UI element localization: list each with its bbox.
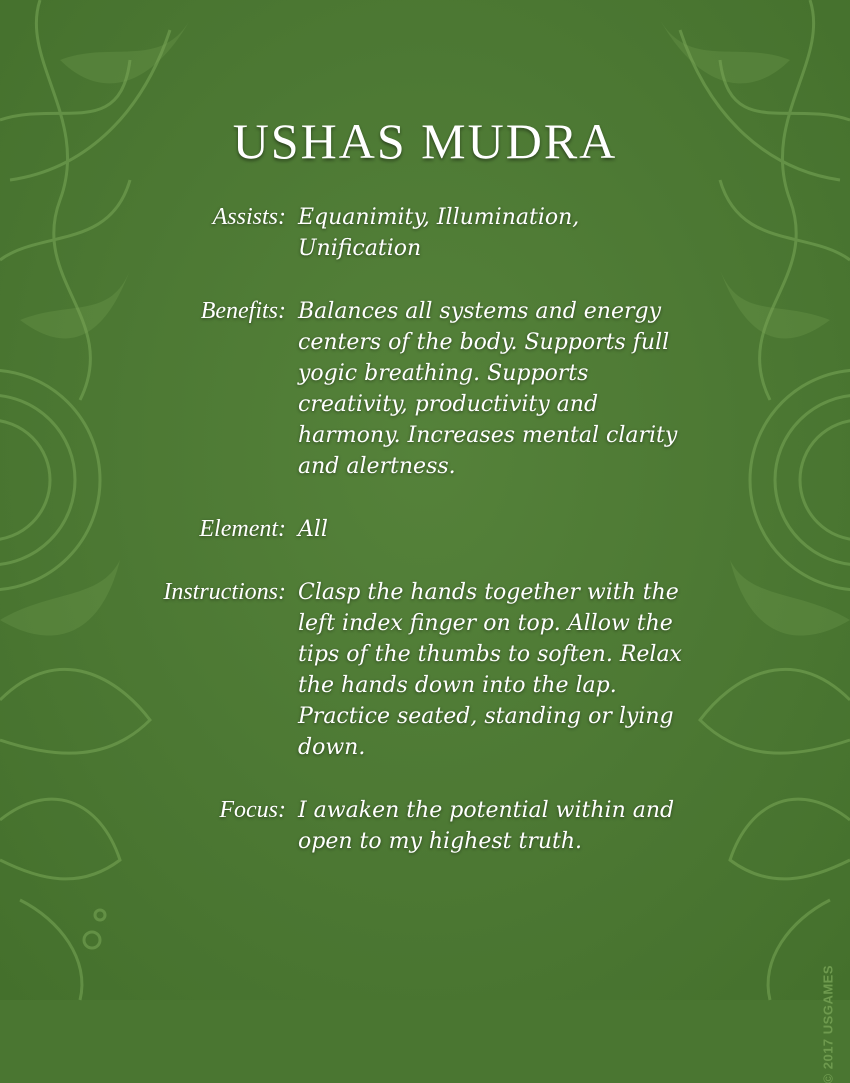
entry-instructions bbox=[0, 577, 850, 763]
card-title: USHAS MUDRA bbox=[232, 113, 618, 169]
entry-label: Assists: bbox=[212, 204, 286, 230]
entry-value: Balances all systems and energy centers of the body. Supports full yogic breathing. Supports creativity, productivity and harmony. Increases mental clarity and alertness. bbox=[298, 299, 678, 479]
entry-label: Focus: bbox=[219, 797, 286, 823]
entry-value: Equanimity, Illumination, Unification bbox=[298, 205, 580, 261]
entry-value: I awaken the potential within and open to my highest truth. bbox=[298, 798, 675, 854]
entry-label: Element: bbox=[199, 516, 286, 542]
entry-element bbox=[0, 514, 850, 545]
entry-value: All bbox=[298, 517, 328, 542]
entry-benefits bbox=[0, 296, 850, 482]
entry-focus bbox=[0, 795, 850, 857]
copyright-notice: © 2017 USGAMES bbox=[820, 965, 835, 1083]
entry-value: Clasp the hands together with the left index finger on top. Allow the tips of the thumbs to soften. Relax the hands down into the lap. Practice seated, standing or lying down. bbox=[298, 580, 682, 760]
entry-list bbox=[0, 202, 850, 889]
entry-assists bbox=[0, 202, 850, 264]
entry-label: Benefits: bbox=[200, 298, 286, 324]
entry-label: Instructions: bbox=[163, 579, 286, 605]
